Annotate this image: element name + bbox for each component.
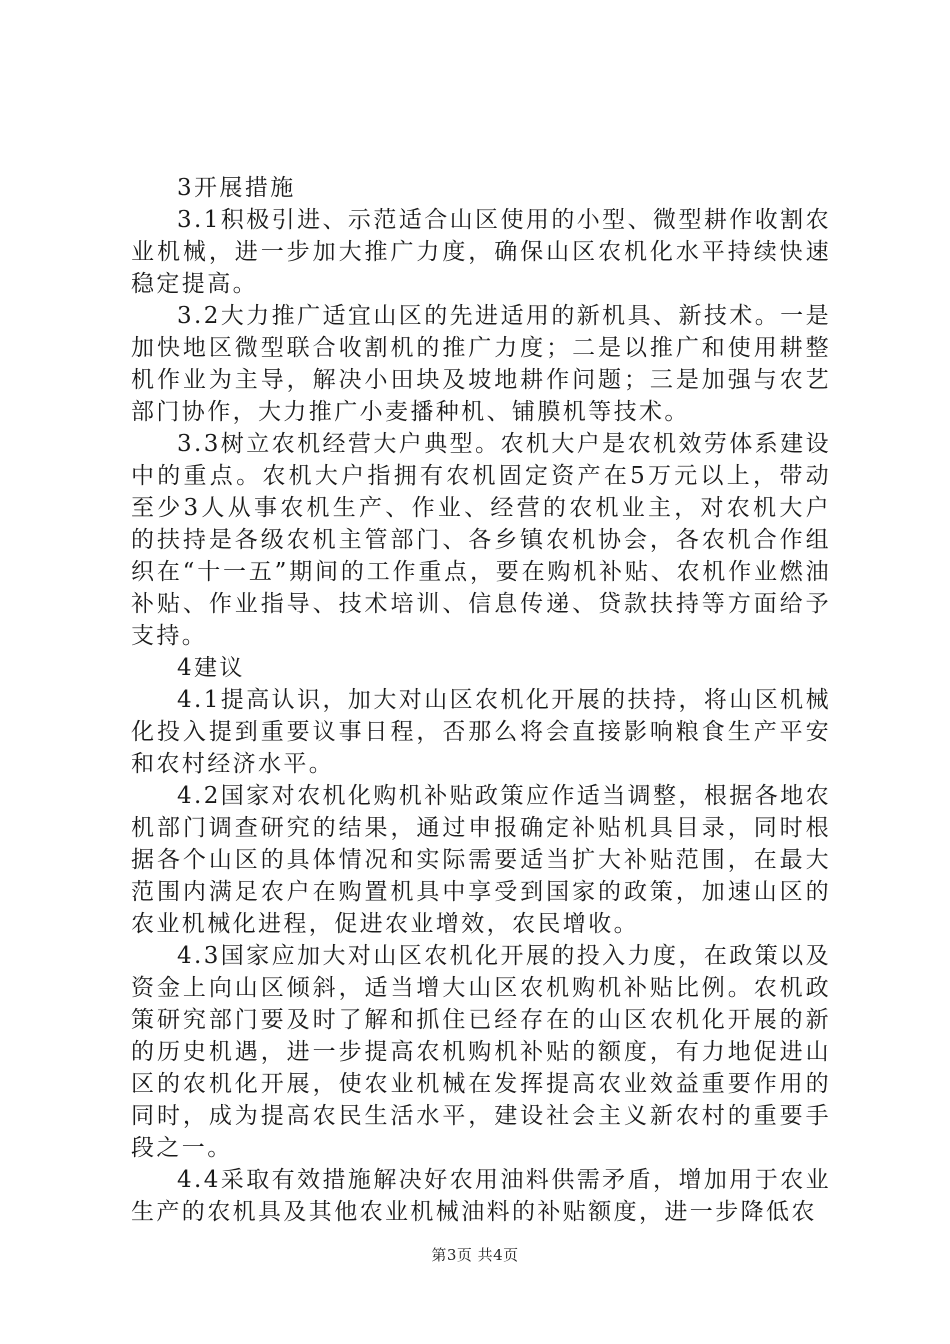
page-number-footer: 第3页 共4页: [431, 1246, 519, 1264]
paragraph-3-1: 3.1积极引进、示范适合山区使用的小型、微型耕作收割农业机械，进一步加大推广力度，确保山区农机化水平持续快速稳定提高。: [131, 207, 831, 297]
document-body: [131, 172, 831, 1228]
section-heading-3: 3开展措施: [177, 175, 296, 201]
paragraph-4-1: 4.1提高认识，加大对山区农机化开展的扶持，将山区机械化投入提到重要议事日程，否那么将会直接影响粮食生产平安和农村经济水平。: [131, 687, 831, 777]
paragraph-3-2: 3.2大力推广适宜山区的先进适用的新机具、新技术。一是加快地区微型联合收割机的推广力度；二是以推广和使用耕整机作业为主导，解决小田块及坡地耕作问题；三是加强与农艺部门协作，大力推广小麦播种机、铺膜机等技术。: [131, 303, 831, 425]
section-heading-4: 4建议: [177, 655, 245, 681]
paragraph-3-3: 3.3树立农机经营大户典型。农机大户是农机效劳体系建设中的重点。农机大户指拥有农机固定资产在5万元以上，带动至少3人从事农机生产、作业、经营的农机业主，对农机大户的扶持是各级农机主管部门、各乡镇农机协会，各农机合作组织在“十一五”期间的工作重点，要在购机补贴、农机作业燃油补贴、作业指导、技术培训、信息传递、贷款扶持等方面给予支持。: [131, 431, 831, 649]
paragraph-4-4: 4.4采取有效措施解决好农用油料供需矛盾，增加用于农业生产的农机具及其他农业机械油料的补贴额度，进一步降低农: [131, 1167, 831, 1225]
paragraph-4-2: 4.2国家对农机化购机补贴政策应作适当调整，根据各地农机部门调查研究的结果，通过申报确定补贴机具目录，同时根据各个山区的具体情况和实际需要适当扩大补贴范围，在最大范围内满足农户在购置机具中享受到国家的政策，加速山区的农业机械化进程，促进农业增效，农民增收。: [131, 783, 831, 937]
paragraph-4-3: 4.3国家应加大对山区农机化开展的投入力度，在政策以及资金上向山区倾斜，适当增大山区农机购机补贴比例。农机政策研究部门要及时了解和抓住已经存在的山区农机化开展的新的历史机遇，进一步提高农机购机补贴的额度，有力地促进山区的农机化开展，使农业机械在发挥提高农业效益重要作用的同时，成为提高农民生活水平，建设社会主义新农村的重要手段之一。: [131, 943, 831, 1161]
